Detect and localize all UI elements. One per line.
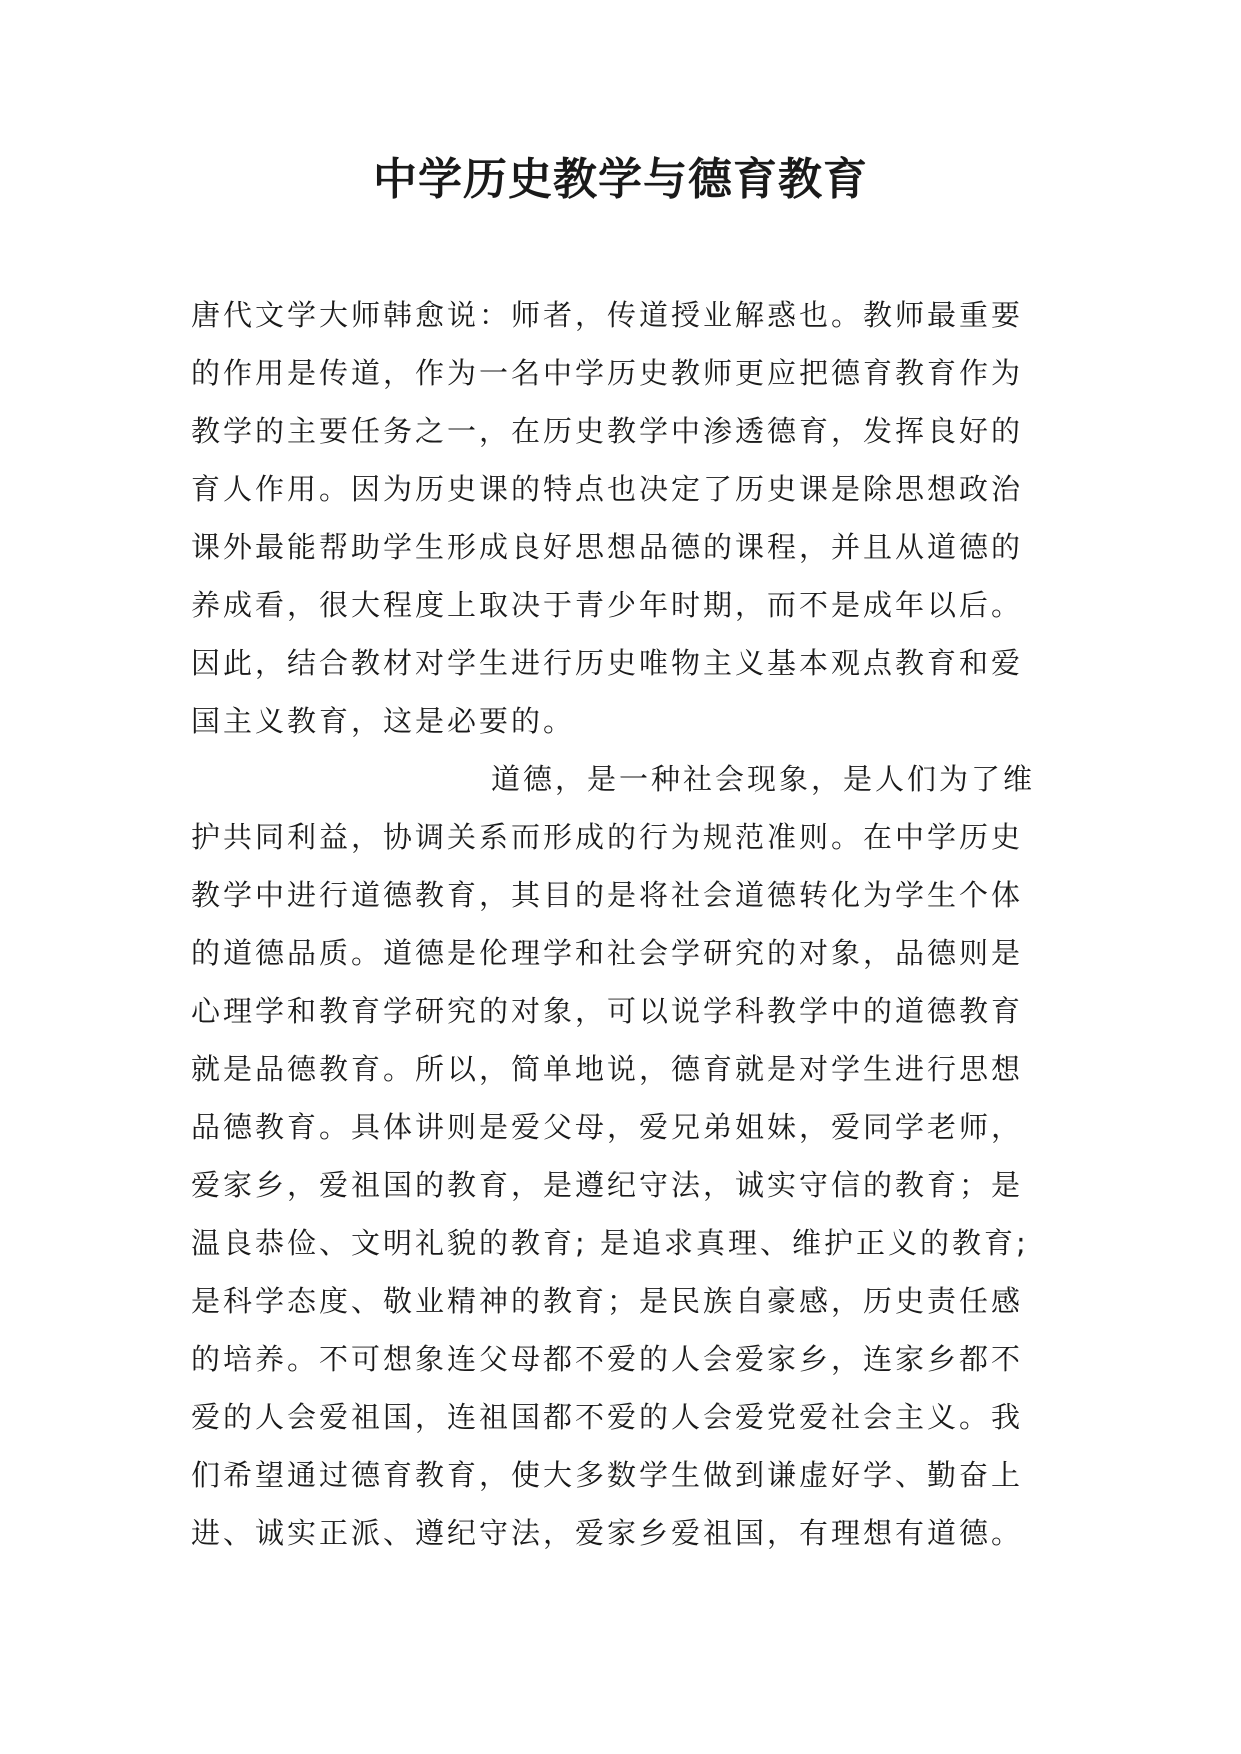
paragraph-line: 因此，结合教材对学生进行历史唯物主义基本观点教育和爱 [191,646,1024,680]
paragraph-line: 教学的主要任务之一，在历史教学中渗透德育，发挥良好的 [191,414,1024,448]
paragraph-line: 的培养。不可想象连父母都不爱的人会爱家乡，连家乡都不 [191,1342,1024,1376]
paragraph-line: 育人作用。因为历史课的特点也决定了历史课是除思想政治 [191,472,1024,506]
paragraph-line: 品德教育。具体讲则是爱父母，爱兄弟姐妹，爱同学老师， [191,1110,1024,1144]
document-title: 中学历史教学与德育教育 [373,154,868,205]
paragraph-line: 心理学和教育学研究的对象，可以说学科教学中的道德教育 [191,994,1024,1028]
paragraph-line: 国主义教育，这是必要的。 [191,704,576,738]
paragraph-2 [191,750,1051,1562]
paragraph-line: 的道德品质。道德是伦理学和社会学研究的对象，品德则是 [191,936,1024,970]
paragraph-line: 进、诚实正派、遵纪守法，爱家乡爱祖国，有理想有道德。 [191,1516,1024,1550]
paragraph-line: 唐代文学大师韩愈说：师者，传道授业解惑也。教师最重要 [191,298,1024,332]
paragraph-line: 的作用是传道，作为一名中学历史教师更应把德育教育作为 [191,356,1024,390]
paragraph-line: 们希望通过德育教育，使大多数学生做到谦虚好学、勤奋上 [191,1458,1024,1492]
paragraph-line: 就是品德教育。所以，简单地说，德育就是对学生进行思想 [191,1052,1024,1086]
paragraph-line: 道德，是一种社会现象，是人们为了维 [491,762,1036,796]
paragraph-line: 爱的人会爱祖国，连祖国都不爱的人会爱党爱社会主义。我 [191,1400,1024,1434]
paragraph-line: 护共同利益，协调关系而形成的行为规范准则。在中学历史 [191,820,1024,854]
paragraph-line: 教学中进行道德教育，其目的是将社会道德转化为学生个体 [191,878,1024,912]
paragraph-line: 是科学态度、敬业精神的教育；是民族自豪感，历史责任感 [191,1284,1024,1318]
paragraph-line: 养成看，很大程度上取决于青少年时期，而不是成年以后。 [191,588,1024,622]
paragraph-line: 爱家乡，爱祖国的教育，是遵纪守法，诚实守信的教育；是 [191,1168,1024,1202]
paragraph-line: 温良恭俭、文明礼貌的教育; 是追求真理、维护正义的教育; [191,1226,1029,1260]
paragraph-line: 课外最能帮助学生形成良好思想品德的课程，并且从道德的 [191,530,1024,564]
paragraph-1 [191,286,1051,750]
